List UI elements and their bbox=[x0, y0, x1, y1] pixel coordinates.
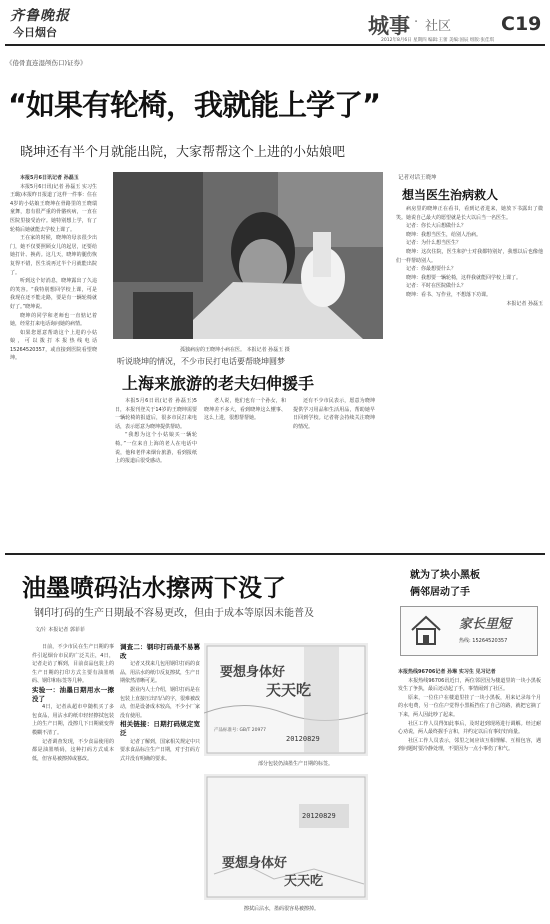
subsection-title: 社区 bbox=[425, 19, 452, 34]
masthead bbox=[0, 0, 550, 43]
story3-paragraph: 记者又找来几包用钢印打码的食品，用沾水的纸巾反复擦拭，生产日期依然清晰可见。 bbox=[120, 661, 200, 685]
story1-byline: 本报5月6日讯记者 孙磊玉 bbox=[20, 175, 79, 181]
sidebar1-paragraph: 晓坤：我想要一辆轮椅，这样我就能回学校上课了。 bbox=[406, 274, 522, 281]
sidebar2-subhead: 俩邻居动了手 bbox=[410, 587, 470, 598]
product-standard-number: 产品标准号: GB/T 20977 bbox=[214, 728, 267, 733]
story1-subhead: 晓坤还有半个月就能出院，大家帮帮这个上进的小姑娘吧 bbox=[20, 145, 346, 160]
sidebar2-headline: 就为了块小黑板 bbox=[410, 570, 480, 581]
product-slogan-1: 要想身体好 bbox=[220, 665, 286, 680]
story3-headline: 油墨喷码沾水擦两下没了 bbox=[22, 574, 286, 602]
story3-col1 bbox=[32, 643, 114, 921]
sidebar1-body bbox=[396, 205, 543, 535]
sidebar2-paragraph: 本报热线96706讯近日，两位邻居因为楼道里的一块小黑板发生了争执，最后还动起了手，事情闹到了社区。 bbox=[398, 677, 541, 693]
house-icon bbox=[409, 613, 443, 647]
hospital-photo bbox=[113, 172, 383, 339]
sidebar1-paragraph: 记者：你最想要什么？ bbox=[406, 266, 457, 273]
sidebar1-paragraph: 晓坤：我想当医生，给别人治病。 bbox=[406, 231, 482, 238]
section-divider bbox=[5, 553, 545, 555]
story2-paragraph: 老人说，他们也有一个孙女，和晓坤差不多大，看到晓坤这么懂事、这么上进，很想帮帮她。 bbox=[204, 398, 286, 422]
sidebar2-paragraph: 社区工作人员表示，邻里之间应该互相理解、互相包容，遇到问题时要冷静处理，不要因为一点小事伤了和气。 bbox=[398, 737, 541, 753]
badge-hotline: 热线: 15264520357 bbox=[459, 638, 508, 644]
product-photo-bottom bbox=[204, 774, 368, 900]
series-tag: 《倦骨直连湿颅伤口)证券》 bbox=[6, 59, 87, 67]
story2-headline: 上海来旅游的老夫妇伸援手 bbox=[122, 374, 315, 393]
family-gossip-badge bbox=[400, 606, 538, 656]
product-slogan-bottom-2: 天天吃 bbox=[284, 874, 324, 889]
story3-byline: 文/片 本报记者 郭菲菲 bbox=[35, 627, 85, 633]
story1-paragraph: 王在家的时候，晓坤的母亲很少出门，她不仅要照顾女儿的起居，还要给她打针、换药。这几天，晓坤的腿伤恢复得不错，医生说再过半个月就能出院了。 bbox=[10, 235, 97, 276]
sidebar2-byline: 本报热线96706记者 孙琳 实习生 见习记者 bbox=[398, 669, 496, 675]
story3-col2 bbox=[120, 643, 200, 921]
sidebar2-paragraph: 社区工作人员得知此事后，及时赶到现场进行调解。经过耐心劝说，两人最终握手言和，并约定以后有事好好商量。 bbox=[398, 720, 541, 736]
product-photo-top bbox=[204, 643, 368, 756]
sidebar1-paragraph: 晓坤：这次住院，医生和护士对我都特别好，我想以后也像他们一样帮助别人。 bbox=[396, 248, 543, 264]
story3-subtitle: 相关链接：日期打码规定宽泛 bbox=[120, 720, 200, 737]
story2-paragraph: “我想为这个小姑娘买一辆轮椅。”一位来自上海的老人在电话中说，他和老伴来烟台旅游，看到报纸上的报道后很受感动。 bbox=[115, 432, 197, 465]
sidebar1-paragraph: 病房里的晓坤正在看书，看到记者进来，她放下书露出了微笑。她说自己最大的愿望就是长大以后当一名医生。 bbox=[396, 206, 543, 221]
story1-paragraph: 晓坤的同学和老师也一直惦记着她，经常打来电话询问她的病情。 bbox=[10, 312, 97, 328]
story2-kicker: 听说晓坤的情况，不少市民打电话要帮晓坤圆梦 bbox=[117, 357, 285, 366]
story2-paragraph: 本报5月6日讯(记者 孙磊玉)5日，本报刊登关于14岁的王晓坤需要一辆轮椅的报道后，很多市民打来电话，表示愿意为晓坤提供帮助。 bbox=[115, 398, 197, 430]
sidebar2-paragraph: 原来，一位住户在楼道里挂了一块小黑板，用来记录每个月的水电费，另一位住户觉得小黑板挡住了自己的路，就把它摘了下来，两人因此吵了起来。 bbox=[398, 694, 541, 718]
section-dot: · bbox=[414, 15, 419, 30]
story3-subtitle: 调查二：钢印打码最不易篡改 bbox=[120, 643, 200, 660]
product-caption-top: 部分包装仍油墨生产日期的标签。 bbox=[258, 761, 334, 767]
badge-title: 家长里短 bbox=[459, 617, 512, 632]
edition-name: 今日烟台 bbox=[13, 26, 57, 39]
story2-col1 bbox=[115, 397, 197, 543]
product-slogan-2: 天天吃 bbox=[266, 681, 312, 699]
sidebar1-paragraph: 记者：为什么想当医生？ bbox=[406, 240, 462, 247]
story3-paragraph: 日前，不少市民在生产日期的事件引起烟台市民的广泛关注，4日，记者走访了解到，目前食品包装上的生产日期的打印方式主要有油墨喷码、钢印和标签等几种。 bbox=[32, 644, 114, 685]
story1-headline: “如果有轮椅，我就能上学了” bbox=[8, 88, 381, 122]
sidebar1-headline: 想当医生治病救人 bbox=[402, 188, 499, 202]
sidebar1-paragraph: 记者：平时在医院做什么？ bbox=[406, 283, 467, 290]
story1-paragraph: 本报5月6日讯(记者 孙磊玉 实习生 王璐)本报昨日报道了这样一件事：住在4岁的小姑娘王晓坤在骨路里的王晓瑞童舞，患有很严重的骨骼疾病，一直在医院里接受治疗。她特别想上学，有了轮椅后她就能去学校上课了。 bbox=[10, 183, 97, 233]
sidebar1-byline: 本报记者 孙磊玉 bbox=[506, 300, 543, 307]
sidebar2-body bbox=[398, 668, 541, 920]
story3-paragraph: 记者了解到，国家相关规定中只要求食品标注生产日期，对于打码方式并没有明确的要求。 bbox=[120, 738, 200, 762]
story2-paragraph: 还有不少市民表示，愿意为晓坤提供学习用品和生活用品，帮助她早日回到学校。记者将会持续关注晓坤的情况。 bbox=[293, 398, 375, 430]
sidebar1-paragraph: 晓坤：看书、写作业，不想落下功课。 bbox=[406, 291, 492, 298]
product-date-code: 20120829 bbox=[286, 735, 320, 743]
page-number: C19 bbox=[501, 13, 542, 35]
story3-paragraph: 记者调查发现，不少食品使用的都是油墨喷码，这种打码方式成本低，但容易被擦掉或篡改。 bbox=[32, 738, 114, 762]
masthead-rule bbox=[5, 44, 545, 46]
sidebar1-tag: 记者对话王晓坤 bbox=[398, 175, 437, 181]
story1-paragraph: 如果您愿意帮助这个上进的小姑娘，可以拨打本报热线电话 15264520357，或直接到医院看望晓坤。 bbox=[10, 329, 97, 362]
photo-caption: 孤独病房的王晓坤小病在医。 本报记者 孙磊玉 摄 bbox=[180, 347, 290, 353]
story1-body bbox=[10, 174, 97, 542]
product-date-code-bottom: 20120829 bbox=[302, 812, 336, 820]
story3-paragraph: 4日，记者从超市中随机买了多包食品，用沾水的纸巾轻轻擦拭包装上的生产日期，没擦几下日期就变得模糊不清了。 bbox=[32, 704, 114, 736]
paper-name: 齐鲁晚报 bbox=[10, 8, 70, 24]
story3-subhead: 钢印打码的生产日期最不容易更改，但由于成本等原因未能普及 bbox=[34, 608, 314, 619]
product-slogan-bottom-1: 要想身体好 bbox=[222, 856, 288, 871]
sidebar1-paragraph: 记者：你长大后想做什么？ bbox=[406, 223, 467, 230]
story2-col3 bbox=[293, 397, 375, 543]
story1-paragraph: 听到这个好消息，晓坤露出了久违的笑容。“我特别想回学校上课，可是我现在还不能走路，要是有一辆轮椅就好了。”晓坤说。 bbox=[10, 278, 97, 310]
page-info: 2012年8月6日 星期四 编辑:王蕾 美编:国辰 组版:张佳琪 bbox=[381, 38, 494, 43]
section-title: 城事 bbox=[368, 14, 410, 38]
story2-col2 bbox=[204, 397, 286, 543]
product-caption-bottom: 擦拭后沾水，墨码很容易被擦掉。 bbox=[244, 906, 320, 912]
story3-paragraph: 据业内人士介绍，钢印打码是在包装上直接压出凹凸的字，很难被改动，但是设备成本较高，不少小厂家没有使用。 bbox=[120, 686, 200, 719]
story3-subtitle: 实验一：油墨日期用水一擦没了 bbox=[32, 685, 114, 703]
